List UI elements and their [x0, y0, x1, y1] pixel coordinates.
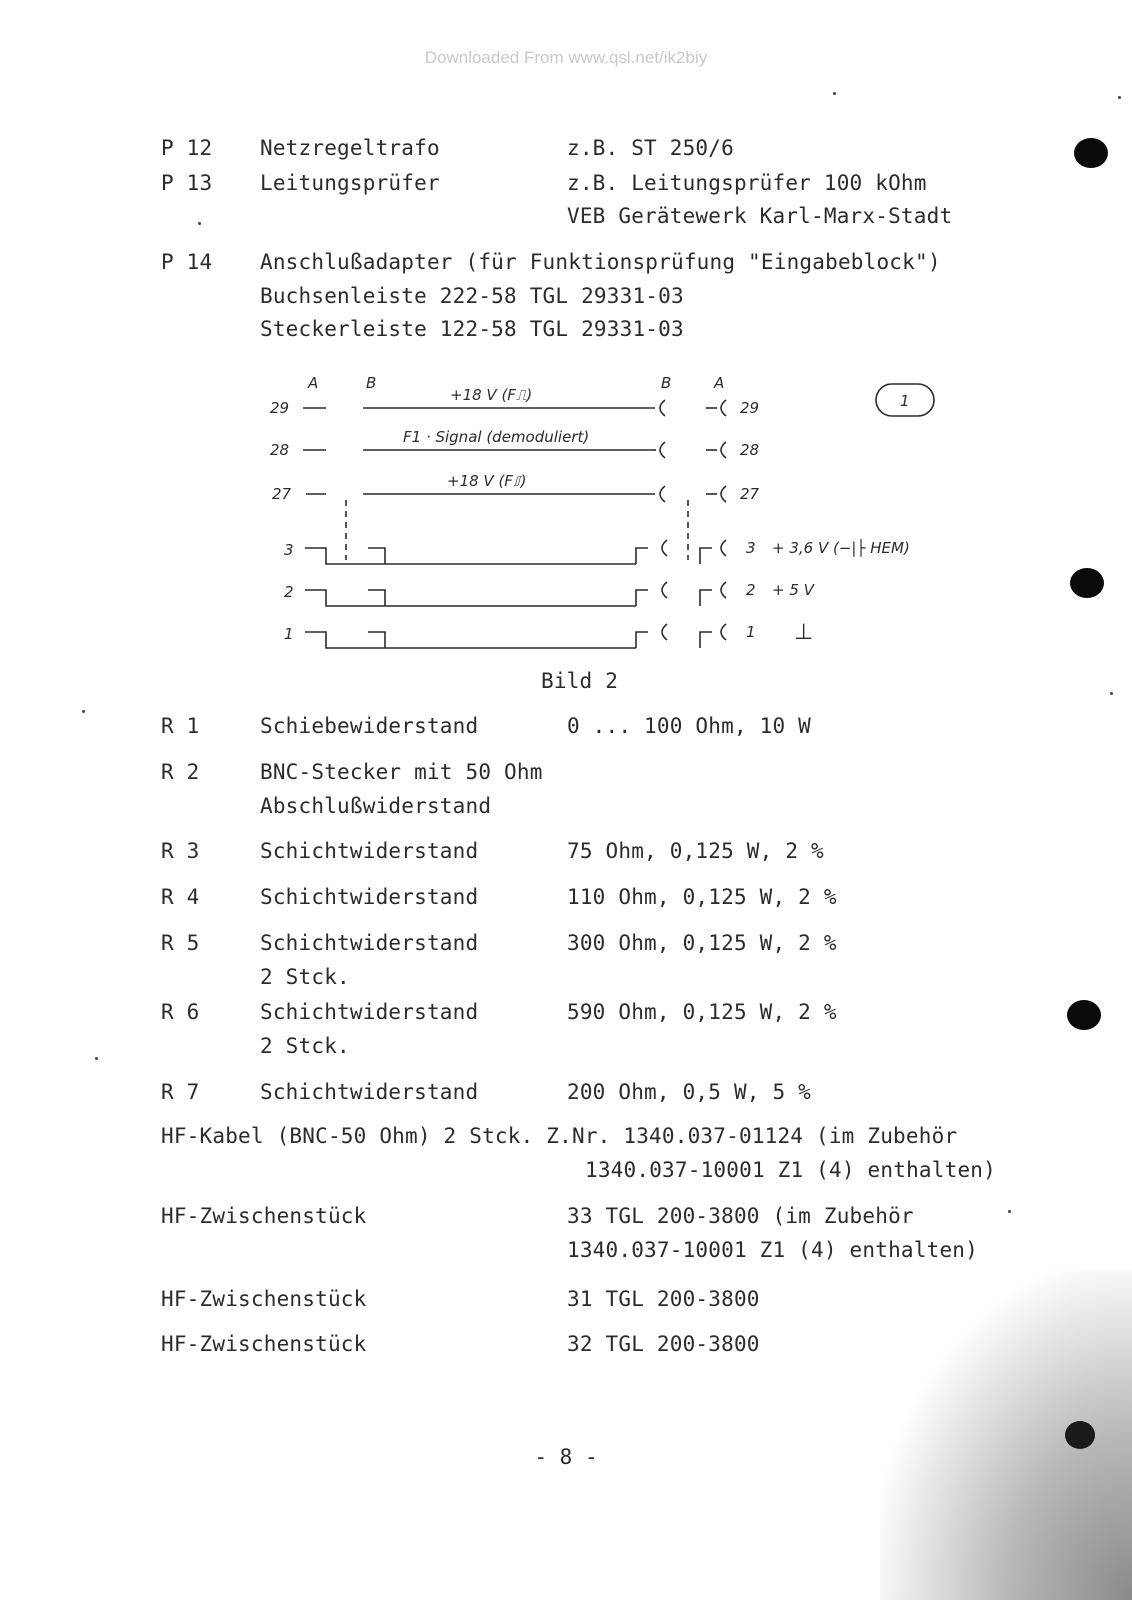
pin-label-left: 27 [272, 485, 292, 503]
watermark: Downloaded From www.qsl.net/ik2biy [424, 48, 708, 67]
item-spec: 75 Ohm, 0,125 W, 2 % [567, 839, 824, 863]
punch-hole [1065, 1421, 1095, 1449]
page-number: - 8 - [534, 1445, 598, 1469]
figure-number: 1 [900, 392, 910, 410]
item-name: Schichtwiderstand [260, 1000, 479, 1024]
item-name: BNC-Stecker mit 50 Ohm [260, 760, 543, 784]
item-spec: 590 Ohm, 0,125 W, 2 % [567, 1000, 837, 1024]
scan-speck [95, 1057, 98, 1060]
pin-label-right: 1 [746, 623, 756, 641]
item-name: Anschlußadapter (für Funktionsprüfung "Eingabeblock") [260, 250, 941, 274]
hf-adapter-name: HF-Zwischenstück [161, 1287, 367, 1311]
pin-label-right: 29 [740, 399, 760, 417]
item-code: R 3 [161, 839, 200, 863]
item-name: Schichtwiderstand [260, 839, 479, 863]
hf-adapter-spec: 31 TGL 200-3800 [567, 1287, 760, 1311]
item-line2: Buchsenleiste 222-58 TGL 29331-03 [260, 284, 684, 308]
item-name: Schichtwiderstand [260, 1080, 479, 1104]
item-code: P 13 [161, 171, 213, 195]
pin-label-left: 28 [270, 441, 290, 459]
pin-label-right: 27 [740, 485, 760, 503]
item-spec: 200 Ohm, 0,5 W, 5 % [567, 1080, 812, 1104]
item-code: R 7 [161, 1080, 200, 1104]
item-code: R 4 [161, 885, 200, 909]
hf-adapter-spec: 33 TGL 200-3800 (im Zubehör [567, 1204, 914, 1228]
item-spec: 110 Ohm, 0,125 W, 2 % [567, 885, 837, 909]
item-code: P 12 [161, 136, 213, 160]
item-spec: z.B. ST 250/6 [567, 136, 734, 160]
hf-adapter-spec: 32 TGL 200-3800 [567, 1332, 760, 1356]
item-line2: 2 Stck. [260, 1034, 350, 1058]
item-name: Leitungsprüfer [260, 171, 440, 195]
scan-speck [82, 710, 85, 713]
scan-speck [1118, 96, 1121, 99]
punch-hole [1074, 138, 1108, 168]
signal-label: +18 V (F⎎) [447, 472, 527, 490]
col-right-a: A [714, 374, 725, 392]
hf-adapter-name: HF-Zwischenstück [161, 1332, 367, 1356]
punch-hole [1070, 568, 1104, 598]
item-line2: 2 Stck. [260, 965, 350, 989]
pin-note: + 5 V [772, 581, 814, 599]
item-spec-line2: VEB Gerätewerk Karl-Marx-Stadt [567, 204, 953, 228]
col-left-b: B [366, 374, 377, 392]
hf-adapter-spec-line2: 1340.037-10001 Z1 (4) enthalten) [567, 1238, 978, 1262]
item-spec: 300 Ohm, 0,125 W, 2 % [567, 931, 837, 955]
item-code: R 5 [161, 931, 200, 955]
item-name: Schiebewiderstand [260, 714, 479, 738]
hf-cable-line: HF-Kabel (BNC-50 Ohm) 2 Stck. Z.Nr. 1340.037-01124 (im Zubehör [161, 1124, 958, 1148]
ground-symbol: ⊥ [794, 620, 814, 645]
pin-label-right: 2 [746, 581, 756, 599]
col-left-a: A [308, 374, 319, 392]
scan-speck [833, 92, 836, 95]
item-code: R 6 [161, 1000, 200, 1024]
pin-note: + 3,6 V (−|├ HEM) [772, 539, 910, 557]
item-line3: Steckerleiste 122-58 TGL 29331-03 [260, 317, 684, 341]
scan-speck [1008, 1210, 1011, 1213]
pin-label-left: 29 [270, 399, 290, 417]
hf-cable-line2: 1340.037-10001 Z1 (4) enthalten) [585, 1158, 996, 1182]
item-name: Netzregeltrafo [260, 136, 440, 160]
item-name: Schichtwiderstand [260, 931, 479, 955]
item-code: P 14 [161, 250, 213, 274]
signal-label: F1 · Signal (demoduliert) [403, 428, 590, 446]
scan-speck [198, 222, 201, 225]
pin-label-left: 2 [284, 583, 294, 601]
pin-label-right: 28 [740, 441, 760, 459]
item-spec: z.B. Leitungsprüfer 100 kOhm [567, 171, 927, 195]
item-name: Schichtwiderstand [260, 885, 479, 909]
item-spec: 0 ... 100 Ohm, 10 W [567, 714, 812, 738]
col-right-b: B [661, 374, 672, 392]
pin-label-left: 3 [284, 541, 294, 559]
item-code: R 2 [161, 760, 200, 784]
pin-label-right: 3 [746, 539, 756, 557]
item-line2: Abschlußwiderstand [260, 794, 492, 818]
punch-hole [1067, 1000, 1101, 1030]
pin-label-left: 1 [284, 625, 294, 643]
figure-caption: Bild 2 [541, 669, 619, 693]
scan-speck [1110, 692, 1113, 695]
hf-adapter-name: HF-Zwischenstück [161, 1204, 367, 1228]
item-code: R 1 [161, 714, 200, 738]
signal-label: +18 V (F⎍) [450, 386, 533, 404]
